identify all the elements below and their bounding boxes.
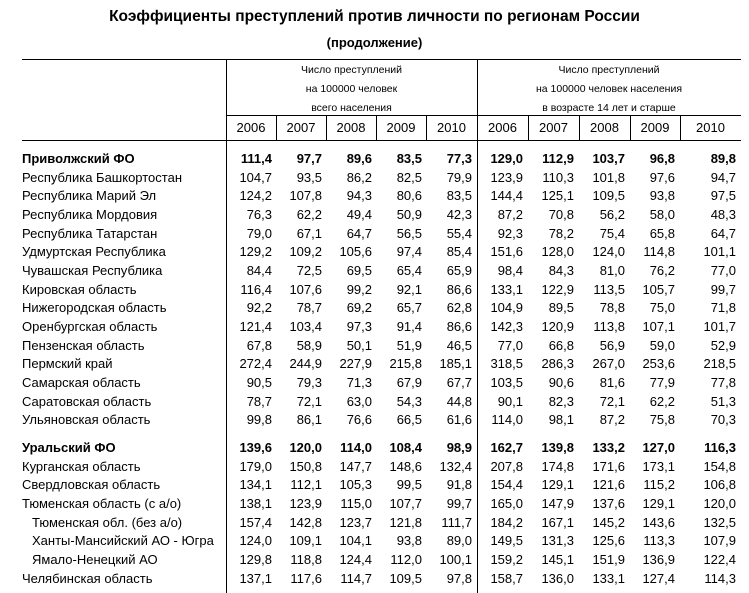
value-cell: 124,0	[239, 533, 272, 549]
value-cell: 215,8	[389, 356, 422, 372]
value-cell: 133,1	[592, 570, 625, 586]
value-cell: 67,8	[246, 337, 272, 353]
table-row	[22, 262, 741, 281]
value-cell: 157,4	[239, 514, 272, 530]
value-cell: 144,4	[490, 188, 523, 204]
region-name: Ямало-Ненецкий АО	[32, 552, 158, 568]
region-name: Приволжский ФО	[22, 151, 135, 166]
value-cell: 69,2	[346, 300, 372, 316]
value-cell: 99,7	[710, 281, 736, 297]
value-cell: 99,7	[446, 496, 472, 512]
value-cell: 89,6	[346, 151, 372, 166]
value-cell: 118,8	[290, 552, 322, 568]
table-row	[22, 243, 741, 262]
value-cell: 139,8	[541, 440, 574, 456]
region-name: Тюменская обл. (без а/о)	[32, 514, 183, 530]
value-cell: 65,7	[396, 300, 422, 316]
value-cell: 100,1	[439, 552, 472, 568]
value-cell: 286,3	[541, 356, 574, 372]
value-cell: 80,6	[396, 188, 422, 204]
value-cell: 67,1	[296, 225, 322, 241]
value-cell: 103,4	[289, 319, 322, 335]
value-cell: 92,2	[246, 300, 272, 316]
region-name: Республика Марий Эл	[22, 188, 157, 204]
value-cell: 78,8	[599, 300, 625, 316]
value-cell: 101,8	[592, 169, 625, 185]
region-name: Удмуртская Республика	[22, 244, 166, 260]
value-cell: 82,5	[396, 169, 422, 185]
value-cell: 108,4	[389, 440, 422, 456]
value-cell: 131,3	[541, 533, 574, 549]
year-header: 2009	[640, 120, 670, 135]
value-cell: 142,8	[289, 514, 322, 530]
value-cell: 85,4	[446, 244, 472, 260]
value-cell: 114,3	[704, 570, 736, 586]
value-cell: 103,7	[592, 151, 625, 166]
value-cell: 167,1	[541, 514, 574, 530]
value-cell: 122,4	[703, 552, 736, 568]
region-name: Оренбургская область	[22, 319, 158, 335]
group-header-line: Число преступлений	[300, 64, 403, 76]
value-cell: 56,5	[396, 225, 422, 241]
value-cell: 79,3	[296, 375, 322, 391]
value-cell: 62,2	[296, 207, 322, 222]
value-cell: 99,2	[346, 281, 372, 297]
value-cell: 104,9	[490, 300, 523, 316]
value-cell: 136,9	[642, 552, 675, 568]
table-row	[22, 206, 741, 225]
value-cell: 136,0	[541, 570, 574, 586]
value-cell: 151,9	[592, 552, 625, 568]
value-cell: 90,1	[497, 393, 523, 409]
value-cell: 86,1	[296, 412, 322, 428]
value-cell: 127,0	[642, 440, 675, 456]
value-cell: 116,3	[704, 440, 736, 456]
value-cell: 76,2	[649, 263, 675, 279]
value-cell: 76,6	[346, 412, 372, 428]
value-cell: 78,7	[246, 393, 272, 409]
value-cell: 129,0	[490, 151, 523, 166]
value-cell: 121,8	[389, 514, 422, 530]
value-cell: 123,9	[289, 496, 322, 512]
value-cell: 101,1	[703, 244, 736, 260]
value-cell: 42,3	[446, 207, 472, 222]
value-cell: 89,0	[446, 533, 472, 549]
value-cell: 66,5	[396, 412, 422, 428]
group-header-total-population	[226, 61, 477, 118]
value-cell: 267,0	[592, 356, 625, 372]
value-cell: 125,1	[541, 188, 574, 204]
value-cell: 121,4	[239, 319, 272, 335]
value-cell: 77,0	[497, 337, 523, 353]
region-name: Кировская область	[22, 281, 137, 297]
value-cell: 54,3	[396, 393, 422, 409]
value-cell: 116,4	[240, 281, 272, 297]
value-cell: 56,9	[599, 337, 625, 353]
value-cell: 83,5	[446, 188, 472, 204]
table-row	[22, 337, 741, 356]
value-cell: 123,9	[490, 169, 523, 185]
value-cell: 84,3	[548, 263, 574, 279]
value-cell: 59,0	[649, 337, 675, 353]
value-cell: 159,2	[490, 552, 523, 568]
value-cell: 129,1	[642, 496, 675, 512]
value-cell: 94,3	[346, 188, 372, 204]
table-row	[22, 458, 741, 477]
value-cell: 64,7	[346, 225, 372, 241]
year-header: 2008	[590, 120, 619, 135]
table-row	[22, 532, 741, 551]
value-cell: 148,6	[389, 458, 422, 474]
value-cell: 71,8	[710, 300, 736, 316]
region-name: Самарская область	[22, 375, 141, 391]
value-cell: 120,9	[541, 319, 574, 335]
value-cell: 61,6	[446, 412, 472, 428]
value-cell: 150,8	[289, 458, 322, 474]
value-cell: 105,7	[642, 281, 675, 297]
value-cell: 114,0	[340, 440, 372, 456]
value-cell: 117,6	[290, 570, 322, 586]
crime-rates-table	[22, 59, 741, 593]
value-cell: 104,1	[339, 533, 372, 549]
value-cell: 107,8	[289, 188, 322, 204]
table-row-district	[22, 439, 741, 458]
value-cell: 49,4	[346, 207, 372, 222]
value-cell: 162,7	[490, 440, 523, 456]
value-cell: 82,3	[548, 393, 574, 409]
region-name: Уральский ФО	[22, 440, 116, 456]
value-cell: 185,1	[439, 356, 472, 372]
value-cell: 120,0	[703, 496, 736, 512]
value-cell: 115,0	[340, 496, 372, 512]
region-name: Курганская область	[22, 458, 141, 474]
value-cell: 79,9	[446, 169, 472, 185]
table-row	[22, 374, 741, 393]
value-cell: 97,6	[649, 169, 675, 185]
value-cell: 109,1	[289, 533, 322, 549]
table-row	[22, 476, 741, 495]
table-row	[22, 169, 741, 188]
value-cell: 72,1	[599, 393, 625, 409]
value-cell: 62,2	[649, 393, 675, 409]
region-name: Чувашская Республика	[22, 263, 163, 279]
value-cell: 91,8	[446, 477, 472, 493]
table-row	[22, 318, 741, 337]
value-cell: 67,7	[446, 375, 472, 391]
value-cell: 65,9	[446, 263, 472, 279]
value-cell: 52,9	[710, 337, 736, 353]
value-cell: 184,2	[490, 514, 523, 530]
value-cell: 107,9	[703, 533, 736, 549]
group-header-age-14-plus	[477, 61, 741, 118]
value-cell: 70,3	[710, 412, 736, 428]
region-name: Саратовская область	[22, 393, 152, 409]
value-cell: 75,0	[649, 300, 675, 316]
table-row	[22, 495, 741, 514]
value-cell: 145,1	[541, 552, 574, 568]
value-cell: 111,7	[441, 514, 472, 530]
value-cell: 128,0	[541, 244, 574, 260]
value-cell: 109,5	[389, 570, 422, 586]
value-cell: 75,8	[649, 412, 675, 428]
value-cell: 318,5	[490, 356, 523, 372]
value-cell: 86,2	[346, 169, 372, 185]
value-cell: 145,2	[592, 514, 625, 530]
value-cell: 113,3	[643, 533, 675, 549]
value-cell: 107,1	[642, 319, 675, 335]
region-name: Ульяновская область	[22, 412, 151, 428]
value-cell: 56,2	[599, 207, 625, 222]
table-row	[22, 570, 741, 589]
value-cell: 122,9	[541, 281, 574, 297]
value-cell: 72,1	[296, 393, 322, 409]
value-cell: 110,3	[542, 169, 574, 185]
value-cell: 90,6	[548, 375, 574, 391]
value-cell: 83,5	[396, 151, 422, 166]
value-cell: 154,4	[490, 477, 523, 493]
value-cell: 99,5	[396, 477, 422, 493]
value-cell: 65,4	[396, 263, 422, 279]
group-header-line: в возрасте 14 лет и старше	[542, 102, 676, 114]
region-name: Пензенская область	[22, 337, 145, 353]
value-cell: 79,0	[246, 225, 272, 241]
table-row	[22, 514, 741, 533]
value-cell: 227,9	[339, 356, 372, 372]
value-cell: 138,1	[239, 496, 272, 512]
value-cell: 142,3	[490, 319, 523, 335]
value-cell: 253,6	[642, 356, 675, 372]
page-title: Коэффициенты преступлений против личности по регионам России	[109, 8, 640, 25]
value-cell: 71,3	[346, 375, 372, 391]
table-row	[22, 299, 741, 318]
value-cell: 84,4	[246, 263, 272, 279]
value-cell: 92,1	[396, 281, 422, 297]
value-cell: 62,8	[446, 300, 472, 316]
value-cell: 48,3	[710, 207, 736, 222]
value-cell: 143,6	[642, 514, 675, 530]
value-cell: 77,9	[649, 375, 675, 391]
value-cell: 171,6	[592, 458, 625, 474]
value-cell: 109,5	[592, 188, 625, 204]
value-cell: 77,0	[710, 263, 736, 279]
value-cell: 149,5	[490, 533, 523, 549]
value-cell: 72,5	[296, 263, 322, 279]
value-cell: 147,7	[339, 458, 372, 474]
value-cell: 120,0	[289, 440, 322, 456]
value-cell: 121,6	[592, 477, 625, 493]
value-cell: 132,5	[703, 514, 736, 530]
value-cell: 106,8	[703, 477, 736, 493]
value-cell: 75,4	[599, 225, 625, 241]
value-cell: 99,8	[246, 412, 272, 428]
value-cell: 124,2	[239, 188, 272, 204]
value-cell: 179,0	[239, 458, 272, 474]
value-cell: 147,9	[541, 496, 574, 512]
value-cell: 77,8	[710, 375, 736, 391]
value-cell: 91,4	[396, 319, 422, 335]
value-cell: 81,6	[599, 375, 625, 391]
region-name: Челябинская область	[22, 570, 153, 586]
table-row	[22, 281, 741, 300]
value-cell: 92,3	[497, 225, 523, 241]
region-name: Пермский край	[22, 356, 113, 372]
value-cell: 124,4	[339, 552, 372, 568]
value-cell: 125,6	[592, 533, 625, 549]
group-header-line: на 100000 человек	[305, 83, 398, 95]
value-cell: 93,5	[296, 169, 322, 185]
group-header-line: Число преступлений	[558, 64, 660, 76]
value-cell: 51,9	[396, 337, 422, 353]
value-cell: 112,9	[542, 151, 574, 166]
region-name: Свердловская область	[22, 477, 161, 493]
value-cell: 134,1	[239, 477, 272, 493]
value-cell: 76,3	[246, 207, 272, 222]
value-cell: 97,4	[396, 244, 422, 260]
value-cell: 87,2	[497, 207, 523, 222]
table-row	[22, 551, 741, 570]
value-cell: 67,9	[396, 375, 422, 391]
value-cell: 51,3	[710, 393, 736, 409]
value-cell: 86,6	[446, 319, 472, 335]
value-cell: 65,8	[649, 225, 675, 241]
value-cell: 133,2	[592, 440, 625, 456]
value-cell: 127,4	[642, 570, 675, 586]
value-cell: 207,8	[490, 458, 523, 474]
value-cell: 129,1	[541, 477, 574, 493]
table-row	[22, 411, 741, 430]
value-cell: 158,7	[490, 570, 523, 586]
group-header-line: на 100000 человек населения	[535, 83, 683, 95]
value-cell: 50,9	[396, 207, 422, 222]
value-cell: 103,5	[490, 375, 523, 391]
value-cell: 113,5	[593, 281, 625, 297]
year-header: 2006	[236, 120, 266, 135]
region-name: Республика Башкортостан	[22, 169, 182, 185]
value-cell: 104,7	[239, 169, 272, 185]
value-cell: 114,7	[340, 570, 372, 586]
region-name: Тюменская область (с а/о)	[22, 496, 182, 512]
value-cell: 98,4	[497, 263, 523, 279]
value-cell: 90,5	[246, 375, 272, 391]
value-cell: 77,3	[446, 151, 472, 166]
value-cell: 96,8	[649, 151, 675, 166]
value-cell: 244,9	[289, 356, 322, 372]
year-header: 2009	[386, 120, 416, 135]
value-cell: 137,6	[592, 496, 625, 512]
group-header-line: всего населения	[311, 102, 392, 114]
year-header: 2010	[437, 120, 466, 135]
value-cell: 139,6	[239, 440, 272, 456]
value-cell: 154,8	[703, 458, 736, 474]
year-header: 2007	[286, 120, 316, 135]
value-cell: 89,8	[710, 151, 736, 166]
value-cell: 86,6	[446, 281, 472, 297]
page-subtitle: (продолжение)	[326, 35, 423, 50]
value-cell: 129,8	[239, 552, 272, 568]
value-cell: 112,0	[390, 552, 422, 568]
value-cell: 98,1	[548, 412, 574, 428]
value-cell: 123,7	[339, 514, 372, 530]
table-row-district	[22, 150, 741, 169]
value-cell: 58,9	[296, 337, 322, 353]
value-cell: 165,0	[490, 496, 523, 512]
value-cell: 174,8	[541, 458, 574, 474]
value-cell: 124,0	[592, 244, 625, 260]
value-cell: 115,2	[643, 477, 675, 493]
value-cell: 112,1	[290, 477, 322, 493]
value-cell: 70,8	[548, 207, 574, 222]
value-cell: 105,3	[339, 477, 372, 493]
value-cell: 94,7	[710, 169, 736, 185]
value-cell: 129,2	[239, 244, 272, 260]
value-cell: 89,5	[548, 300, 574, 316]
value-cell: 78,7	[296, 300, 322, 316]
value-cell: 218,5	[703, 356, 736, 372]
header-bottom-border	[22, 140, 741, 141]
value-cell: 63,0	[346, 393, 372, 409]
table-row	[22, 225, 741, 244]
value-cell: 101,7	[703, 319, 736, 335]
value-cell: 98,9	[446, 440, 472, 456]
value-cell: 105,6	[339, 244, 372, 260]
table-row	[22, 187, 741, 206]
value-cell: 173,1	[642, 458, 675, 474]
value-cell: 113,8	[593, 319, 625, 335]
value-cell: 132,4	[439, 458, 472, 474]
value-cell: 151,6	[490, 244, 523, 260]
value-cell: 111,4	[240, 151, 272, 166]
value-cell: 93,8	[649, 188, 675, 204]
year-header: 2007	[539, 120, 568, 135]
value-cell: 133,1	[490, 281, 523, 297]
value-cell: 78,2	[548, 225, 574, 241]
value-cell: 58,0	[649, 207, 675, 222]
value-cell: 69,5	[346, 263, 372, 279]
value-cell: 44,8	[446, 393, 472, 409]
value-cell: 55,4	[446, 225, 472, 241]
value-cell: 81,0	[599, 263, 625, 279]
value-cell: 114,0	[491, 412, 523, 428]
value-cell: 97,3	[346, 319, 372, 335]
year-header: 2010	[696, 120, 725, 135]
region-name: Республика Мордовия	[22, 207, 158, 222]
table-row	[22, 355, 741, 374]
value-cell: 50,1	[346, 337, 372, 353]
region-name: Нижегородская область	[22, 300, 167, 316]
value-cell: 137,1	[239, 570, 272, 586]
value-cell: 66,8	[548, 337, 574, 353]
value-cell: 46,5	[446, 337, 472, 353]
value-cell: 272,4	[239, 356, 272, 372]
value-cell: 97,5	[710, 188, 736, 204]
value-cell: 107,6	[289, 281, 322, 297]
value-cell: 64,7	[710, 225, 736, 241]
region-name: Ханты-Мансийский АО - Югра	[32, 533, 214, 549]
value-cell: 107,7	[389, 496, 422, 512]
value-cell: 97,8	[446, 570, 472, 586]
value-cell: 87,2	[599, 412, 625, 428]
table-row	[22, 393, 741, 412]
table-top-border	[22, 59, 741, 60]
year-header: 2006	[488, 120, 517, 135]
value-cell: 114,8	[643, 244, 675, 260]
region-name: Республика Татарстан	[22, 225, 158, 241]
value-cell: 93,8	[396, 533, 422, 549]
year-header: 2008	[336, 120, 366, 135]
value-cell: 97,7	[296, 151, 322, 166]
value-cell: 109,2	[289, 244, 322, 260]
